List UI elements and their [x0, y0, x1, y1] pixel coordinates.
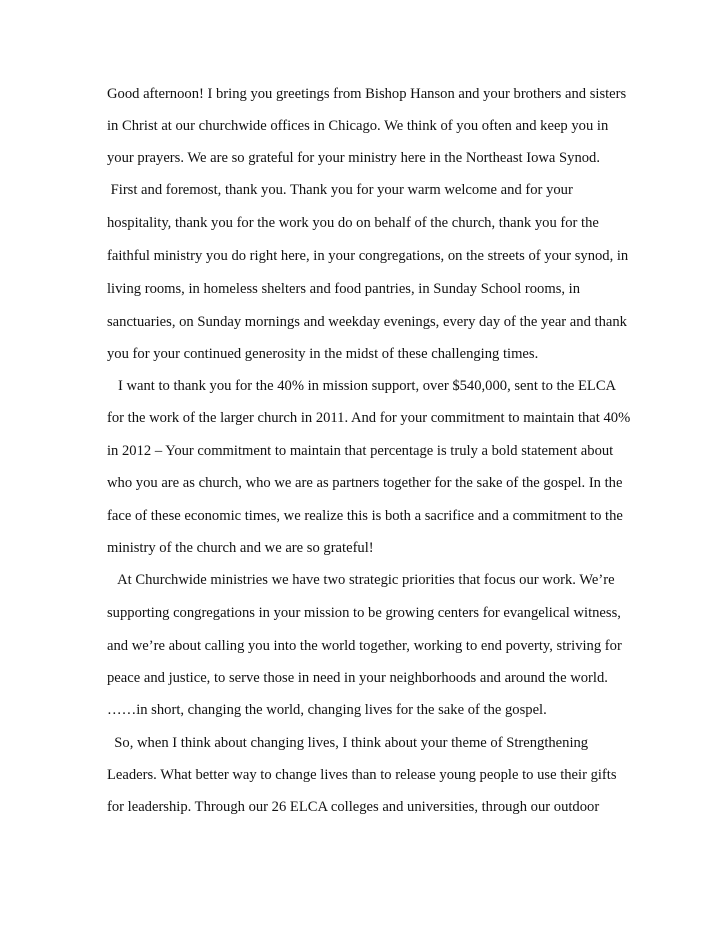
text-line: supporting congregations in your mission to be growing centers for evangelical witness, [107, 605, 621, 621]
text-line: sanctuaries, on Sunday mornings and weekday evenings, every day of the year and thank [107, 314, 627, 330]
text-line: faithful ministry you do right here, in your congregations, on the streets of your synod, in [107, 248, 629, 264]
text-line: you for your continued generosity in the midst of these challenging times. [107, 346, 539, 362]
text-line: for the work of the larger church in 2011. And for your commitment to maintain that 40% [107, 410, 631, 426]
text-line: So, when I think about changing lives, I think about your theme of Strengthening [107, 735, 589, 751]
text-line: living rooms, in homeless shelters and food pantries, in Sunday School rooms, in [107, 281, 581, 297]
text-line: First and foremost, thank you. Thank you for your warm welcome and for your [107, 182, 573, 198]
text-line: who you are as church, who we are as partners together for the sake of the gospel. In the [107, 475, 623, 491]
text-line: Leaders. What better way to change lives than to release young people to use their gifts [107, 767, 617, 783]
text-line: I want to thank you for the 40% in mission support, over $540,000, sent to the ELCA [107, 378, 617, 394]
text-line: in Christ at our churchwide offices in Chicago. We think of you often and keep you in [107, 118, 609, 134]
text-line: and we’re about calling you into the world together, working to end poverty, striving for [107, 638, 622, 654]
text-line: Good afternoon! I bring you greetings from Bishop Hanson and your brothers and sisters [107, 86, 627, 102]
text-line: your prayers. We are so grateful for your ministry here in the Northeast Iowa Synod. [107, 150, 600, 166]
text-line: in 2012 – Your commitment to maintain that percentage is truly a bold statement about [107, 443, 614, 459]
text-line: ……in short, changing the world, changing lives for the sake of the gospel. [107, 702, 547, 718]
text-line: At Churchwide ministries we have two strategic priorities that focus our work. We’re [107, 572, 615, 588]
text-line: ministry of the church and we are so grateful! [107, 540, 374, 556]
text-line: face of these economic times, we realize this is both a sacrifice and a commitment to the [107, 508, 623, 524]
text-line: peace and justice, to serve those in need in your neighborhoods and around the world. [107, 670, 608, 686]
text-line: for leadership. Through our 26 ELCA colleges and universities, through our outdoor [107, 799, 600, 815]
text-line: hospitality, thank you for the work you do on behalf of the church, thank you for the [107, 215, 599, 231]
